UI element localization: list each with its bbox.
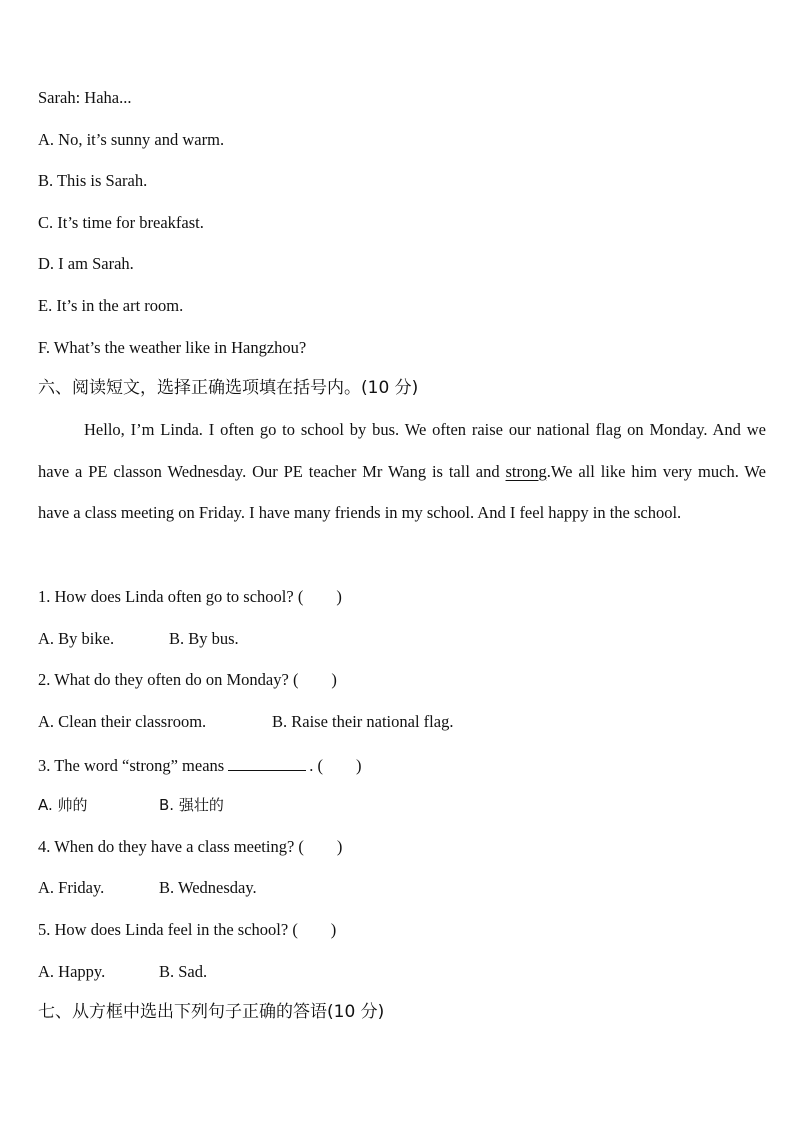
question-3 (38, 754, 361, 776)
option-b: B. Wednesday. (159, 878, 257, 897)
fill-in-blank[interactable] (228, 754, 306, 771)
question-4-options (38, 878, 257, 898)
answer-paren[interactable]: ( ) (298, 837, 343, 856)
dialogue-option-a: A. No, it’s sunny and warm. (38, 130, 225, 149)
passage-keyword-strong: strong (505, 461, 547, 481)
option-a: A. 帅的 (38, 796, 88, 814)
answer-paren[interactable]: ( ) (317, 756, 362, 775)
question-2 (38, 670, 337, 690)
option-a: A. By bike. (38, 629, 115, 648)
option-a: A. Happy. (38, 962, 106, 981)
option-b: B. By bus. (169, 629, 239, 648)
answer-paren[interactable]: ( ) (297, 587, 342, 606)
dialogue-option-b: B. This is Sarah. (38, 171, 148, 190)
question-3-text: 3. The word “strong” means (38, 756, 225, 775)
answer-paren[interactable]: ( ) (292, 670, 337, 689)
dialogue-last-line: Sarah: Haha... (38, 88, 132, 107)
option-b: B. 强壮的 (159, 796, 224, 814)
dialogue-option-f: F. What’s the weather like in Hangzhou? (38, 338, 307, 357)
answer-paren[interactable]: ( ) (292, 920, 337, 939)
option-a: A. Clean their classroom. (38, 712, 207, 731)
question-2-text: 2. What do they often do on Monday? (38, 670, 289, 689)
dialogue-option-e: E. It’s in the art room. (38, 296, 184, 315)
section-7-heading: 七、从方框中选出下列句子正确的答语(10 分) (38, 1002, 385, 1022)
dialogue-option-d: D. I am Sarah. (38, 254, 134, 273)
passage-text-after: .We all like him very much. We have a class meeting on Friday. I have many friends in my school. And I feel happy in the school. (38, 461, 766, 523)
passage-text-before: Hello, I’m Linda. I often go to school by bus. We often raise our national flag on Monday. And we have a PE classon Wednesday. Our PE teacher Mr Wang is tall and (38, 420, 766, 481)
option-b: B. Sad. (159, 962, 208, 981)
section-6-heading: 六、阅读短文，选择正确选项填在括号内。(10 分) (38, 378, 419, 398)
question-2-options (38, 712, 453, 732)
option-b: B. Raise their national flag. (272, 712, 454, 731)
reading-passage (38, 409, 766, 534)
question-1 (38, 587, 342, 607)
question-5 (38, 920, 336, 940)
option-a: A. Friday. (38, 878, 105, 897)
question-5-text: 5. How does Linda feel in the school? (38, 920, 289, 939)
question-4-text: 4. When do they have a class meeting? (38, 837, 295, 856)
question-5-options (38, 962, 207, 982)
question-1-text: 1. How does Linda often go to school? (38, 587, 294, 606)
question-3-options (38, 795, 224, 815)
question-3-period: . (309, 756, 314, 775)
question-1-options (38, 629, 239, 649)
question-4 (38, 837, 342, 857)
dialogue-option-c: C. It’s time for breakfast. (38, 213, 204, 232)
